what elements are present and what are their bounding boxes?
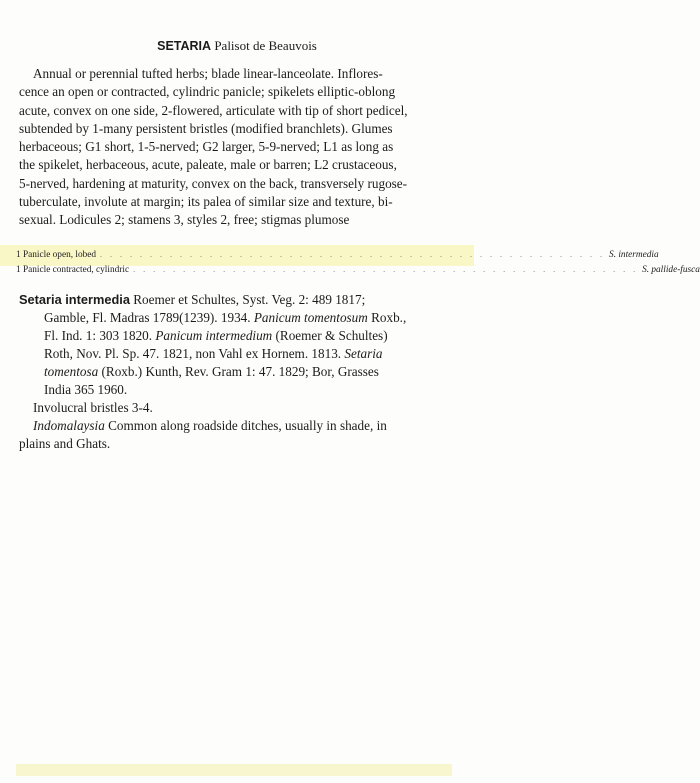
highlight-band bbox=[16, 764, 452, 776]
description-line: subtended by 1-many persistent bristles (modified branchlets). Glumes bbox=[19, 120, 393, 136]
species-citation-line bbox=[19, 309, 455, 327]
species-entry bbox=[19, 291, 455, 453]
genus-name: SETARIA bbox=[157, 39, 212, 53]
habitat-text: Common along roadside ditches, usually in shade, in bbox=[104, 418, 387, 433]
description-line: acute, convex on one side, 2-flowered, articulate with tip of short pedicel, bbox=[19, 102, 408, 118]
description-line: the spikelet, herbaceous, acute, paleate, male or barren; L2 crustaceous, bbox=[19, 157, 397, 173]
key-leader-dots: . . . . . . . . . . . . . . . . . . . . . . . . . . . . . . . . . . . . . . . . . . . . . . . . . . . bbox=[100, 250, 606, 259]
citation-text: Roxb., bbox=[367, 310, 407, 325]
synonym-name: Panicum tomentosum bbox=[253, 310, 368, 325]
species-citation-line bbox=[19, 327, 455, 345]
species-citation-line bbox=[19, 363, 455, 381]
synonym-name: tomentosa bbox=[44, 364, 99, 379]
citation-text: Roth, Nov. Pl. Sp. 47. 1821, non Vahl ex Hornem. 1813. bbox=[44, 346, 345, 361]
distribution-line bbox=[19, 417, 455, 435]
key-lead: 1 Panicle contracted, cylindric bbox=[16, 265, 130, 275]
citation-text: Roemer et Schultes, Syst. Veg. 2: 489 1817; bbox=[129, 292, 366, 307]
species-name: Setaria intermedia bbox=[19, 292, 130, 307]
distribution-region: Indomalaysia bbox=[33, 418, 105, 433]
key-entry bbox=[16, 248, 659, 262]
key-lead: 1 Panicle open, lobed bbox=[16, 250, 97, 260]
synonym-name: Panicum intermedium bbox=[155, 328, 273, 343]
citation-text: Gamble, Fl. Madras 1789(1239). 1934. bbox=[44, 310, 254, 325]
key-leader-dots: . . . . . . . . . . . . . . . . . . . . . . . . . . . . . . . . . . . . . . . . . . . . . . . . . . . bbox=[133, 265, 639, 274]
key-entry bbox=[16, 263, 700, 277]
citation-text: (Roxb.) Kunth, Rev. Gram 1: 47. 1829; Bor, Grasses bbox=[98, 364, 379, 379]
genus-heading bbox=[0, 38, 474, 54]
species-citation-line: India 365 1960. bbox=[44, 382, 128, 397]
species-citation-line bbox=[19, 291, 455, 309]
key-taxon: S. intermedia bbox=[609, 250, 659, 260]
description-line: tuberculate, involute at margin; its palea of similar size and texture, bi- bbox=[19, 194, 393, 210]
description-line: 5-nerved, hardening at maturity, convex on the back, transversely rugose- bbox=[19, 175, 408, 191]
description-line: herbaceous; G1 short, 1-5-nerved; G2 larger, 5-9-nerved; L1 as long as bbox=[19, 139, 394, 155]
description-line: sexual. Lodicules 2; stamens 3, styles 2, free; stigmas plumose bbox=[19, 212, 350, 228]
description-line: Annual or perennial tufted herbs; blade linear-lanceolate. Inflores- bbox=[33, 66, 383, 81]
synonym-name: Setaria bbox=[344, 346, 383, 361]
key-taxon: S. pallide-fusca bbox=[642, 265, 700, 275]
genus-authority: Palisot de Beauvois bbox=[214, 38, 317, 53]
habitat-line: plains and Ghats. bbox=[19, 436, 111, 451]
bristles-note: Involucral bristles 3-4. bbox=[33, 400, 153, 415]
citation-text: Fl. Ind. 1: 303 1820. bbox=[44, 328, 156, 343]
citation-text: (Roemer & Schultes) bbox=[272, 328, 388, 343]
species-citation-line bbox=[19, 345, 455, 363]
genus-description bbox=[19, 65, 451, 230]
description-line: cence an open or contracted, cylindric panicle; spikelets elliptic-oblong bbox=[19, 84, 396, 100]
